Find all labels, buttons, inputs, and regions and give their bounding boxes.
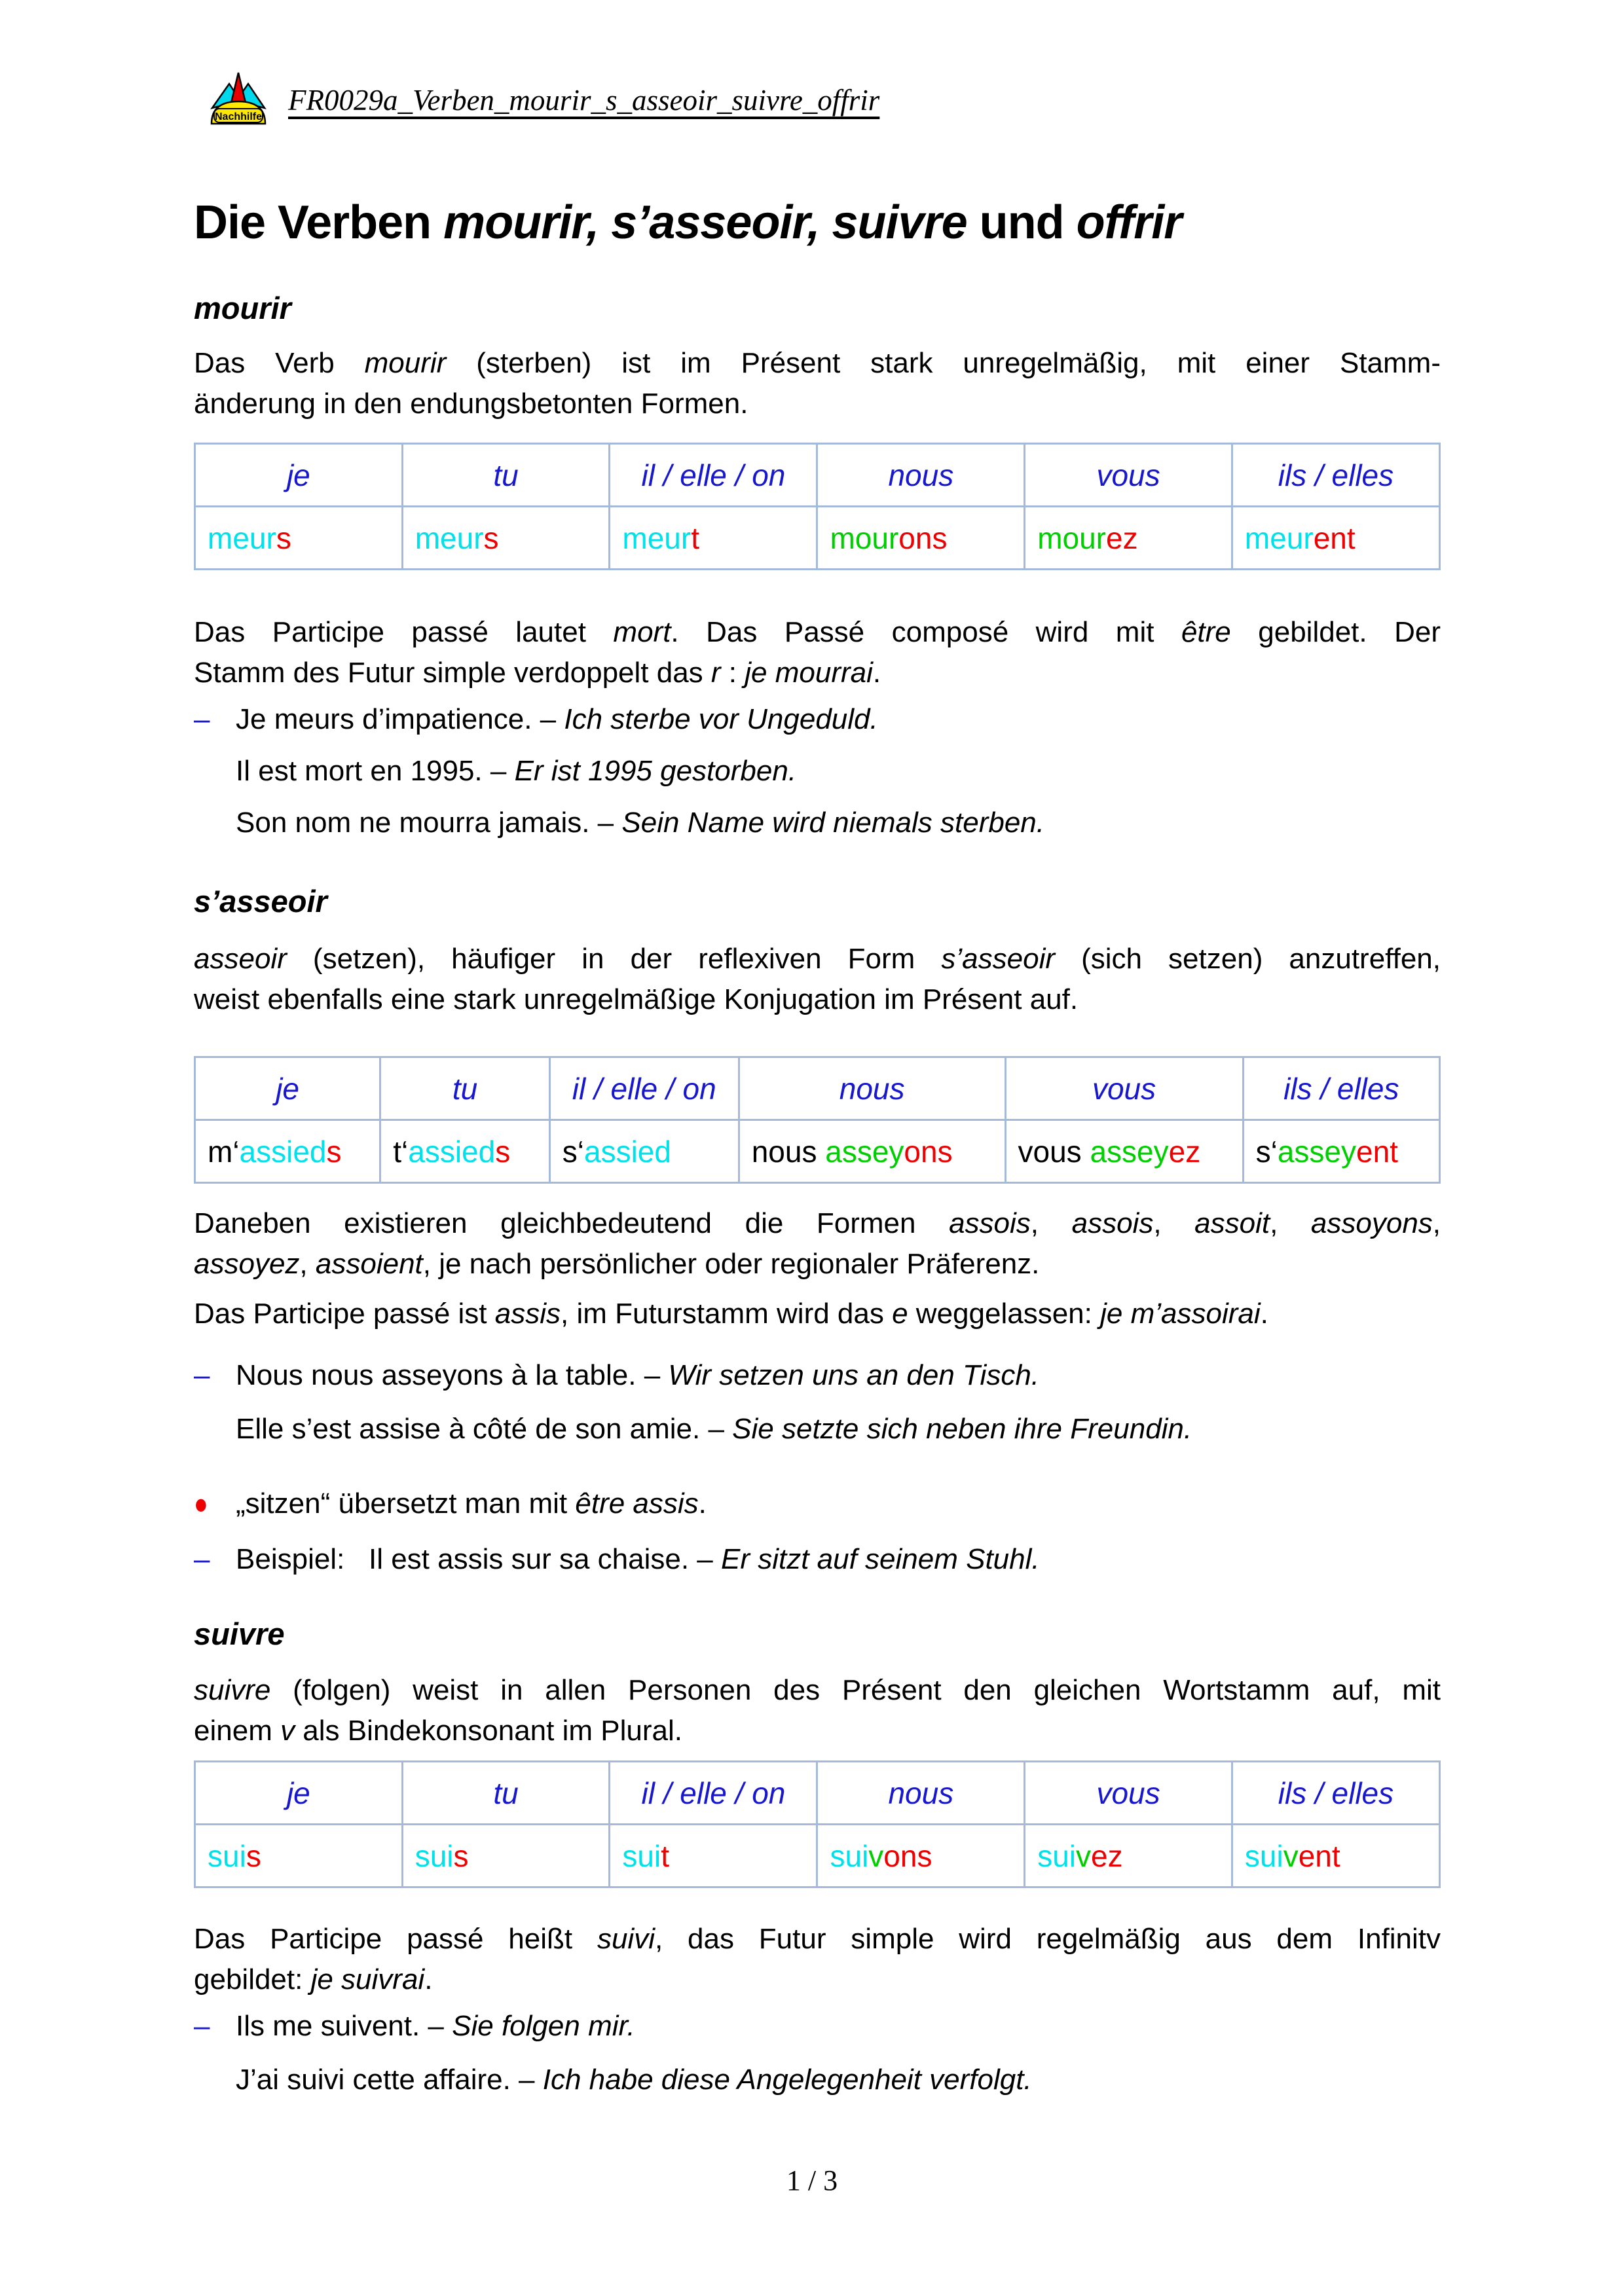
text-segment: : (720, 657, 745, 689)
text-segment: Daneben existieren gleichbedeutend die Formen (194, 1207, 950, 1239)
text-segment: assois (1071, 1207, 1154, 1239)
text-segment: Ils me suivent. – (236, 2010, 452, 2042)
text-segment: als Bindekonsonant im Plural. (295, 1715, 682, 1747)
text-segment: être (1181, 616, 1231, 648)
example-item (194, 2006, 1441, 2047)
paragraph (194, 1670, 1441, 1751)
text-segment: Beispiel: Il est assis sur sa chaise. – (236, 1543, 721, 1575)
example-item (194, 1539, 1441, 1580)
example-item (194, 699, 1441, 740)
text-segment: assey (1277, 1134, 1356, 1169)
text-segment: s‘ (1255, 1134, 1278, 1169)
text-line (194, 1244, 1441, 1285)
conjugation-cell (739, 1120, 1005, 1183)
nachhilfe-logo-icon (208, 69, 268, 131)
text-segment: . (424, 1963, 433, 1995)
text-segment: t (691, 520, 699, 555)
bullet-spacer (194, 2060, 236, 2100)
dash-bullet: – (194, 2010, 210, 2042)
text-segment: ent (1356, 1134, 1398, 1169)
pronoun-header: vous (1025, 444, 1232, 507)
dash-bullet: – (194, 1543, 210, 1575)
text-segment: weist ebenfalls eine stark unregelmäßige Konjugation im Présent auf. (194, 983, 1079, 1015)
text-segment: v (868, 1838, 884, 1873)
pronoun-header: nous (817, 1762, 1025, 1825)
pronoun-header: ils / elles (1232, 1762, 1439, 1825)
text-segment: Wir setzen uns an den Tisch. (668, 1359, 1040, 1391)
document-header (208, 69, 1441, 131)
asseoir-conjugation-table (194, 1056, 1441, 1184)
text-segment: (sterben) ist im Présent stark unregelmäßig, mit einer Stamm- (446, 347, 1441, 379)
example-list (194, 1355, 1441, 1449)
dot-bullet: ● (194, 1486, 208, 1520)
text-segment: s (246, 1838, 261, 1873)
text-segment: , das Futur simple wird regelmäßig aus dem Infinitv (654, 1923, 1441, 1955)
text-segment: mourir (364, 347, 447, 379)
text-segment: änderung in den endungsbetonten Formen. (194, 388, 748, 420)
text-segment: ent (1313, 520, 1356, 555)
example-text (236, 2006, 1441, 2047)
example-text (236, 751, 1441, 792)
conjugation-cell (402, 1825, 610, 1887)
text-segment: . Das Passé composé wird mit (671, 616, 1181, 648)
document-filename: FR0029a_Verben_mourir_s_asseoir_suivre_offrir (288, 83, 880, 117)
conjugation-cell (1232, 1825, 1439, 1887)
text-segment: être assis (575, 1487, 699, 1520)
text-segment: mour (830, 520, 899, 555)
text-segment: t (661, 1838, 669, 1873)
text-segment: gebildet: (194, 1963, 311, 1995)
section-heading-suivre: suivre (194, 1616, 285, 1651)
pronoun-header: vous (1005, 1057, 1243, 1120)
example-list (194, 2006, 1441, 2100)
text-segment: sui (622, 1838, 661, 1873)
text-segment: s (453, 1838, 469, 1873)
text-segment: , (299, 1248, 316, 1280)
example-text (236, 699, 1441, 740)
text-segment: vous (1018, 1134, 1090, 1169)
text-segment: sui (415, 1838, 454, 1873)
text-segment: Ich sterbe vor Ungeduld. (564, 703, 878, 735)
conjugation-cell (610, 507, 817, 570)
table-header-row (195, 444, 1440, 507)
text-segment: sui (208, 1838, 246, 1873)
example-text (236, 1539, 1441, 1580)
conjugation-cell (817, 1825, 1025, 1887)
mourir-conjugation-table (194, 443, 1441, 570)
table-header-row (195, 1762, 1440, 1825)
text-segment: Sie setzte sich neben ihre Freundin. (732, 1413, 1192, 1445)
text-segment: sui (1037, 1838, 1076, 1873)
text-segment: v (1283, 1838, 1299, 1873)
text-segment: Il est mort en 1995. – (236, 755, 515, 787)
example-item (194, 751, 1441, 792)
text-segment: sui (1244, 1838, 1283, 1873)
conjugation-cell (817, 507, 1025, 570)
table-row (195, 1825, 1440, 1887)
text-segment: ent (1298, 1838, 1340, 1873)
page-number: 1 / 3 (786, 2164, 838, 2196)
text-segment: , (1270, 1207, 1311, 1239)
paragraph (194, 1203, 1441, 1285)
paragraph (194, 939, 1441, 1020)
text-segment: offrir (1076, 196, 1182, 249)
text-segment: assey (825, 1134, 904, 1169)
pronoun-header: il / elle / on (610, 1762, 817, 1825)
pronoun-header: tu (402, 1762, 610, 1825)
text-segment: ez (1168, 1134, 1201, 1169)
text-segment: r (710, 657, 721, 689)
text-segment: assey (1090, 1134, 1169, 1169)
conjugation-cell (549, 1120, 739, 1183)
page-title (194, 196, 1441, 249)
text-segment: ez (1106, 520, 1138, 555)
conjugation-cell (1025, 507, 1232, 570)
example-item (194, 2060, 1441, 2100)
text-segment: Sie folgen mir. (452, 2010, 635, 2042)
text-segment: Das Participe passé lautet (194, 616, 614, 648)
text-segment: . (872, 657, 881, 689)
text-segment: ons (904, 1134, 953, 1169)
text-line (194, 384, 1441, 424)
text-segment: Das Participe passé heißt (194, 1923, 597, 1955)
pronoun-header: nous (817, 444, 1025, 507)
text-segment: s (276, 520, 291, 555)
text-segment: je suivrai (310, 1963, 425, 1995)
text-line (194, 612, 1441, 653)
conjugation-cell (195, 507, 403, 570)
text-segment: asseoir (194, 943, 287, 975)
conjugation-cell (1025, 1825, 1232, 1887)
text-line (194, 1711, 1441, 1751)
text-segment: s (326, 1134, 342, 1169)
text-line (194, 1203, 1441, 1244)
text-segment: Die Verben (194, 196, 444, 249)
paragraph (194, 612, 1441, 693)
example-text (236, 803, 1441, 843)
suivre-conjugation-table (194, 1760, 1441, 1888)
conjugation-cell (195, 1120, 380, 1183)
text-segment: mourir, s’asseoir, suivre (443, 196, 967, 249)
example-text (236, 2060, 1441, 2100)
pronoun-header: ils / elles (1232, 444, 1439, 507)
text-line (194, 1919, 1441, 1959)
section-heading-mourir: mourir (194, 291, 291, 325)
text-segment: assoyez (194, 1248, 300, 1280)
table-row (195, 1120, 1440, 1183)
logo-label: Nachhilfe (214, 111, 263, 122)
section-heading-asseoir: s’asseoir (194, 884, 327, 919)
text-segment: einem (194, 1715, 281, 1747)
text-segment: J’ai suivi cette affaire. – (236, 2064, 543, 2096)
note-item (194, 1484, 1441, 1524)
conjugation-cell (610, 1825, 817, 1887)
text-segment: meur (208, 520, 276, 555)
text-line (194, 1959, 1441, 2000)
text-segment: . (698, 1487, 707, 1520)
text-line (194, 343, 1441, 384)
text-segment: und (967, 196, 1077, 249)
text-segment: assoyons (1310, 1207, 1433, 1239)
table-header-row (195, 1057, 1440, 1120)
pronoun-header: je (195, 1057, 380, 1120)
text-line (194, 979, 1441, 1020)
dash-bullet: – (194, 1359, 210, 1391)
pronoun-header: nous (739, 1057, 1005, 1120)
pronoun-header: je (195, 1762, 403, 1825)
text-segment: Sein Name wird niemals sterben. (621, 807, 1044, 839)
conjugation-cell (195, 1825, 403, 1887)
text-segment: , (1153, 1207, 1195, 1239)
text-segment: ons (898, 520, 948, 555)
text-segment: Das Participe passé ist (194, 1298, 495, 1330)
pronoun-header: il / elle / on (549, 1057, 739, 1120)
text-segment: , (1030, 1207, 1072, 1239)
text-segment: assied (584, 1134, 671, 1169)
text-segment: mort (613, 616, 671, 648)
table-row (195, 507, 1440, 570)
text-segment: ons (883, 1838, 932, 1873)
paragraph (194, 343, 1441, 424)
text-segment: s (483, 520, 499, 555)
text-segment: „sitzen“ übersetzt man mit (236, 1487, 576, 1520)
text-segment: meur (1244, 520, 1314, 555)
text-segment: v (1076, 1838, 1091, 1873)
text-segment: Nous nous asseyons à la table. – (236, 1359, 669, 1391)
text-segment: ez (1091, 1838, 1123, 1873)
conjugation-cell (380, 1120, 550, 1183)
text-segment: , (1432, 1207, 1441, 1239)
text-segment: assois (949, 1207, 1031, 1239)
text-segment: Er ist 1995 gestorben. (514, 755, 797, 787)
example-item (194, 1355, 1441, 1396)
text-segment: (sich setzen) anzutreffen, (1055, 943, 1441, 975)
pronoun-header: tu (380, 1057, 550, 1120)
conjugation-cell (1243, 1120, 1439, 1183)
text-segment: , im Futurstamm wird das (561, 1298, 893, 1330)
text-segment: (folgen) weist in allen Personen des Présent den gleichen Wortstamm auf, mit (270, 1674, 1441, 1706)
pronoun-header: tu (402, 444, 610, 507)
text-segment: Er sitzt auf seinem Stuhl. (720, 1543, 1040, 1575)
text-segment: s‘ (562, 1134, 584, 1169)
text-line (194, 1294, 1441, 1334)
paragraph (194, 1919, 1441, 2000)
text-segment: assoient (315, 1248, 423, 1280)
text-segment: Elle s’est assise à côté de son amie. – (236, 1413, 733, 1445)
text-segment: assied (239, 1134, 327, 1169)
text-segment: m‘ (208, 1134, 240, 1169)
text-segment: . (1260, 1298, 1268, 1330)
text-segment: weggelassen: (908, 1298, 1101, 1330)
example-list (194, 699, 1441, 843)
example-item (194, 1409, 1441, 1449)
text-segment: suivi (597, 1923, 655, 1955)
pronoun-header: il / elle / on (610, 444, 817, 507)
text-segment: Das Verb (194, 347, 365, 379)
bullet-spacer (194, 1409, 236, 1449)
pronoun-header: je (195, 444, 403, 507)
text-line (194, 1670, 1441, 1711)
text-segment: meur (415, 520, 484, 555)
text-segment: meur (622, 520, 692, 555)
text-segment: mour (1037, 520, 1106, 555)
conjugation-cell (402, 507, 610, 570)
text-line (194, 653, 1441, 693)
text-segment: gebildet. Der (1230, 616, 1441, 648)
text-segment: sui (830, 1838, 869, 1873)
text-segment: nous (751, 1134, 826, 1169)
conjugation-cell (1232, 507, 1439, 570)
text-segment: Je meurs d’impatience. – (236, 703, 564, 735)
text-segment: e (892, 1298, 908, 1330)
text-segment: s’asseoir (941, 943, 1055, 975)
text-segment: assis (494, 1298, 561, 1330)
pronoun-header: vous (1025, 1762, 1232, 1825)
text-segment: Stamm des Futur simple verdoppelt das (194, 657, 711, 689)
example-text (236, 1355, 1441, 1396)
text-segment: t‘ (393, 1134, 409, 1169)
text-segment: assied (408, 1134, 496, 1169)
text-segment: v (280, 1715, 295, 1747)
paragraph (194, 1294, 1441, 1334)
example-text (236, 1409, 1441, 1449)
text-segment: suivre (194, 1674, 271, 1706)
conjugation-cell (1005, 1120, 1243, 1183)
text-segment: je mourrai (745, 657, 873, 689)
bullet-spacer (194, 751, 236, 792)
text-segment: (setzen), häufiger in der reflexiven Form (286, 943, 942, 975)
dash-bullet: – (194, 703, 210, 735)
text-segment: assoit (1194, 1207, 1270, 1239)
text-segment: s (495, 1134, 511, 1169)
text-segment: je m’assoirai (1100, 1298, 1261, 1330)
note-text (236, 1484, 1441, 1524)
example-item (194, 803, 1441, 843)
text-segment: Son nom ne mourra jamais. – (236, 807, 622, 839)
pronoun-header: ils / elles (1243, 1057, 1439, 1120)
text-segment: , je nach persönlicher oder regionaler Präferenz. (422, 1248, 1040, 1280)
text-line (194, 939, 1441, 979)
bullet-spacer (194, 803, 236, 843)
text-segment: Ich habe diese Angelegenheit verfolgt. (542, 2064, 1032, 2096)
